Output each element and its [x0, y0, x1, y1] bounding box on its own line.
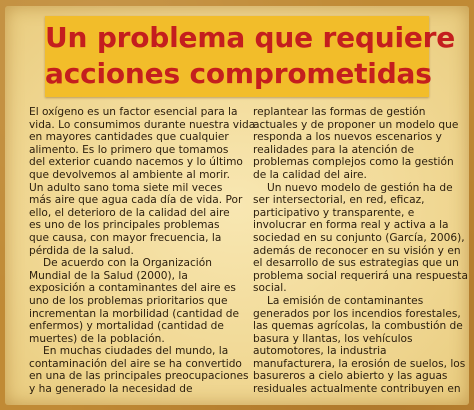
text-line: involucrar en forma real y activa a la	[253, 219, 449, 232]
text-line: pérdida de la salud.	[29, 244, 134, 257]
text-line: y ha generado la necesidad de	[29, 383, 193, 396]
text-line: manufacturera, la erosión de suelos, los	[253, 357, 466, 370]
text-line: ser intersectorial, en red, eficaz,	[253, 194, 425, 207]
title-line-1: Un problema que requiere	[45, 21, 456, 54]
text-line: La emisión de contaminantes	[267, 294, 424, 307]
text-line: realidades para la atención de	[253, 143, 415, 156]
text-line: El oxígeno es un factor esencial para la	[29, 106, 238, 118]
text-line: que devolvemos al ambiente al morir.	[29, 168, 230, 181]
text-line: en una de las principales preocupaciones	[29, 370, 249, 383]
text-line: es uno de los principales problemas	[29, 219, 220, 232]
text-line: de la calidad del aire.	[253, 168, 367, 181]
title-banner	[45, 16, 456, 97]
right-column	[253, 106, 468, 396]
text-line: problemas complejos como la gestión	[253, 156, 454, 169]
title-line-2: acciones comprometidas	[45, 57, 432, 90]
text-line: responda a los nuevos escenarios y	[253, 131, 442, 144]
text-line: que causa, con mayor frecuencia, la	[29, 231, 222, 244]
text-line: más aire que agua cada día de vida. Por	[29, 194, 243, 207]
text-line: Un nuevo modelo de gestión ha de	[267, 181, 453, 194]
text-line: Un adulto sano toma siete mil veces	[29, 181, 223, 194]
text-line: residuales actualmente contribuyen en	[253, 383, 461, 396]
text-line: ello, el deterioro de la calidad del aire	[29, 206, 230, 219]
text-line: basureros a cielo abierto y las aguas	[253, 370, 448, 383]
text-line: social.	[253, 282, 287, 295]
text-line: del exterior cuando nacemos y lo último	[29, 156, 243, 169]
text-line: participativo y transparente, e	[253, 206, 415, 219]
text-line: En muchas ciudades del mundo, la	[43, 345, 229, 358]
text-line: enfermos) y mortalidad (cantidad de	[29, 320, 224, 333]
text-line: Mundial de la Salud (2000), la	[29, 269, 188, 282]
text-line: exposición a contaminantes del aire es	[29, 282, 236, 295]
text-line: además de reconocer en su visión y en	[253, 244, 461, 257]
text-line: problema social requerirá una respuesta	[253, 269, 468, 282]
text-line: actuales y de proponer un modelo que	[253, 118, 459, 131]
text-line: en mayores cantidades que cualquier	[29, 131, 229, 144]
content-panel	[5, 6, 469, 405]
text-line: sociedad en su conjunto (García, 2006),	[253, 231, 465, 244]
text-line: muertes) de la población.	[29, 332, 165, 345]
left-column	[29, 106, 256, 396]
text-line: replantear las formas de gestión	[253, 106, 426, 118]
text-line: generados por los incendios forestales,	[253, 307, 461, 320]
text-line: De acuerdo con la Organización	[43, 257, 212, 270]
text-line: basura y llantas, los vehículos	[253, 332, 413, 345]
text-line: incrementan la morbilidad (cantidad de	[29, 307, 240, 320]
text-line: vida. Lo consumimos durante nuestra vida	[29, 118, 256, 131]
text-line: las quemas agrícolas, la combustión de	[253, 320, 463, 333]
text-line: automotores, la industria	[253, 345, 387, 358]
text-line: alimento. Es lo primero que tomamos	[29, 143, 229, 156]
text-line: el desarrollo de sus estrategias que un	[253, 257, 459, 270]
text-line: contaminación del aire se ha convertido	[29, 357, 242, 370]
text-line: uno de los problemas prioritarios que	[29, 294, 228, 307]
